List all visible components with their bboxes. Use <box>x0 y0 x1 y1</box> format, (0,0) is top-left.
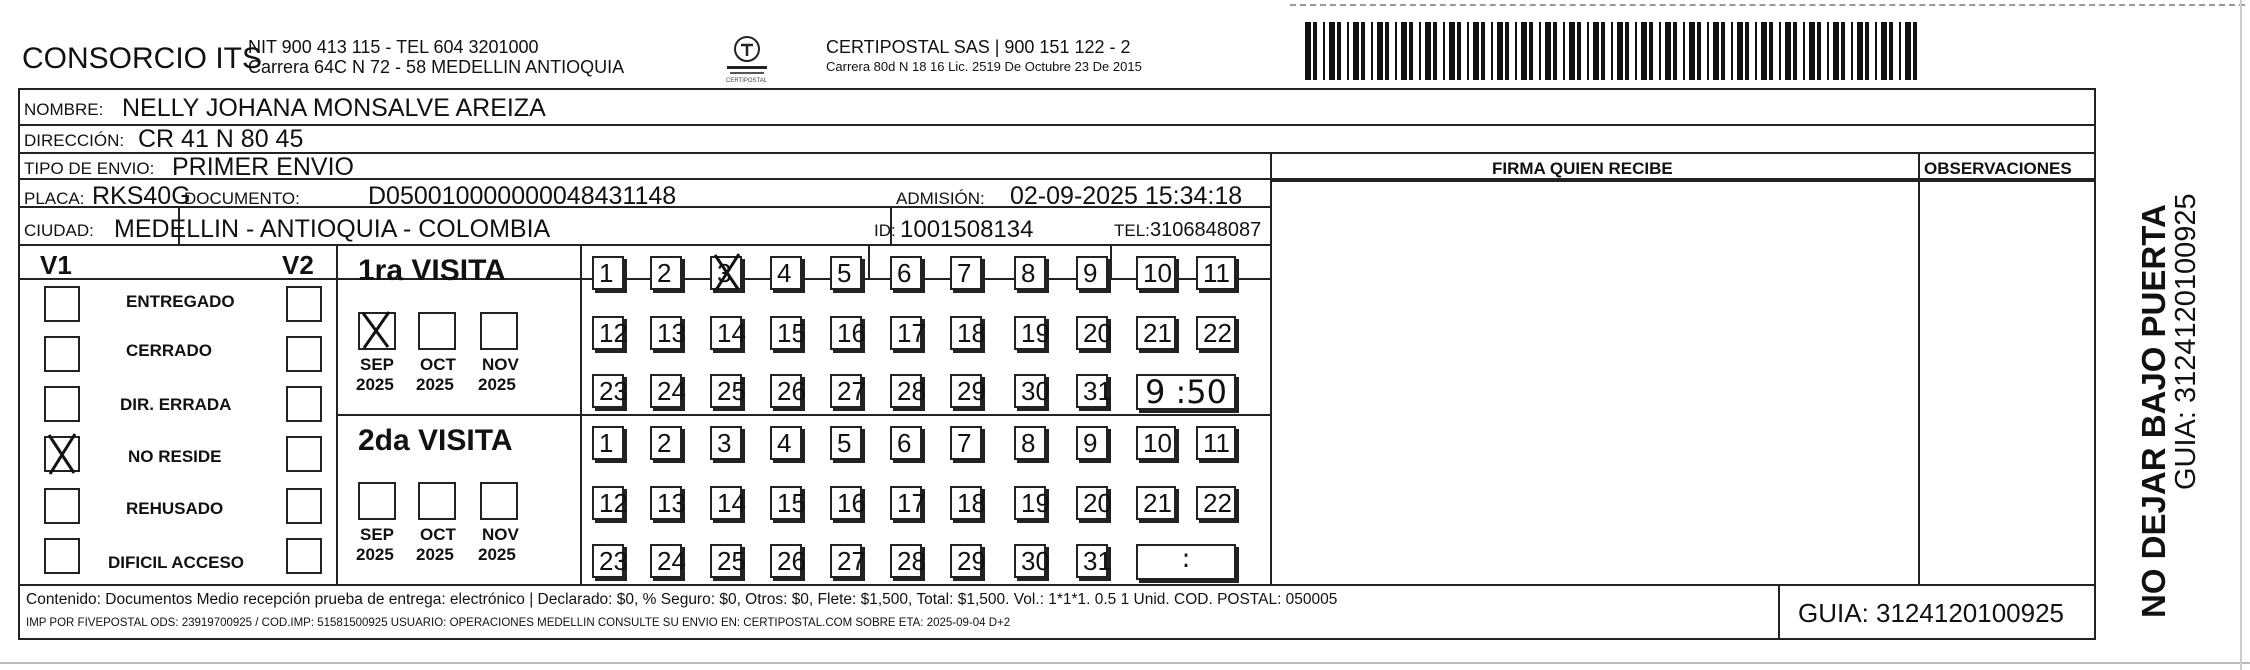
day-box[interactable]: 26 <box>770 544 802 578</box>
month-year: 2025 <box>416 375 454 394</box>
day-box[interactable]: 13 <box>650 316 682 350</box>
v1-checkbox-4[interactable] <box>44 488 80 524</box>
day-box[interactable]: 15 <box>770 316 802 350</box>
day-box[interactable]: 14 <box>710 316 742 350</box>
day-box[interactable]: 5 <box>830 256 862 290</box>
v1-header: V1 <box>40 250 72 280</box>
month-year: 2025 <box>356 545 394 564</box>
day-box[interactable]: 29 <box>950 544 982 578</box>
day-box[interactable]: 30 <box>1014 544 1046 578</box>
day-box[interactable]: 19 <box>1014 486 1046 520</box>
barcode <box>1305 22 1925 80</box>
day-box[interactable]: 18 <box>950 486 982 520</box>
status-label: CERRADO <box>126 341 212 360</box>
documento-label: DOCUMENTO: <box>184 189 300 208</box>
documento-value: D050010000000048431148 <box>368 182 677 210</box>
month-checkbox[interactable] <box>480 312 518 350</box>
month-label: OCT <box>420 525 456 544</box>
day-box[interactable]: 4 <box>770 426 802 460</box>
v2-header: V2 <box>282 250 314 280</box>
day-box[interactable]: 16 <box>830 316 862 350</box>
visit-time-box[interactable]: 9 :50 <box>1136 374 1236 410</box>
v1-checkbox-2[interactable] <box>44 386 80 422</box>
v2-checkbox-3[interactable] <box>286 436 322 472</box>
month-checkbox[interactable] <box>418 482 456 520</box>
month-year: 2025 <box>478 545 516 564</box>
day-box[interactable]: 1 <box>592 256 624 290</box>
direccion-value: CR 41 N 80 45 <box>138 125 304 153</box>
day-box[interactable]: 3 <box>710 426 742 460</box>
day-box[interactable]: 21 <box>1136 316 1176 350</box>
day-box[interactable]: 23 <box>592 374 624 408</box>
day-box[interactable]: 20 <box>1076 316 1108 350</box>
day-box[interactable]: 15 <box>770 486 802 520</box>
day-box[interactable]: 29 <box>950 374 982 408</box>
day-box[interactable]: 14 <box>710 486 742 520</box>
day-box[interactable]: 2 <box>650 426 682 460</box>
v1-checkbox-0[interactable] <box>44 286 80 322</box>
day-box[interactable]: 20 <box>1076 486 1108 520</box>
day-box[interactable]: 8 <box>1014 426 1046 460</box>
tel-label: TEL: <box>1114 221 1150 240</box>
status-label: ENTREGADO <box>126 292 235 311</box>
day-box[interactable]: 8 <box>1014 256 1046 290</box>
day-box[interactable]: 10 <box>1136 426 1176 460</box>
day-box[interactable]: 30 <box>1014 374 1046 408</box>
v1-checkbox-3[interactable] <box>44 436 80 472</box>
id-value: 1001508134 <box>900 216 1034 243</box>
footer-guia: GUIA: 3124120100925 <box>1798 598 2064 628</box>
day-box[interactable]: 4 <box>770 256 802 290</box>
visit-time-box[interactable]: : <box>1136 544 1236 580</box>
day-box[interactable]: 26 <box>770 374 802 408</box>
month-label: OCT <box>420 355 456 374</box>
day-box[interactable]: 5 <box>830 426 862 460</box>
day-box[interactable]: 25 <box>710 544 742 578</box>
day-box[interactable]: 31 <box>1076 374 1108 408</box>
day-box[interactable]: 17 <box>890 316 922 350</box>
month-label: NOV <box>482 525 519 544</box>
v1-checkbox-5[interactable] <box>44 538 80 574</box>
placa-label: PLACA: <box>24 189 85 208</box>
day-box[interactable]: 7 <box>950 256 982 290</box>
day-box[interactable]: 13 <box>650 486 682 520</box>
id-label: ID: <box>874 221 896 240</box>
firma-header: FIRMA QUIEN RECIBE <box>1492 159 1673 178</box>
day-box[interactable]: 28 <box>890 374 922 408</box>
day-box[interactable]: 24 <box>650 544 682 578</box>
month-year: 2025 <box>416 545 454 564</box>
day-box[interactable]: 12 <box>592 486 624 520</box>
status-label: REHUSADO <box>126 499 224 518</box>
day-box[interactable]: 2 <box>650 256 682 290</box>
tel-value: 3106848087 <box>1150 219 1262 241</box>
day-box[interactable]: 16 <box>830 486 862 520</box>
nombre-label: NOMBRE: <box>24 100 104 119</box>
admision-value: 02-09-2025 15:34:18 <box>1010 182 1243 210</box>
day-box[interactable]: 6 <box>890 426 922 460</box>
direccion-label: DIRECCIÓN: <box>24 131 125 150</box>
day-box[interactable]: 19 <box>1014 316 1046 350</box>
day-box[interactable]: 25 <box>710 374 742 408</box>
day-box[interactable]: 3 <box>710 256 742 290</box>
month-year: 2025 <box>478 375 516 394</box>
observaciones-header: OBSERVACIONES <box>1924 159 2072 178</box>
tipo-envio-label: TIPO DE ENVIO: <box>24 159 155 178</box>
tipo-envio-value: PRIMER ENVIO <box>172 153 354 181</box>
day-box[interactable]: 9 <box>1076 426 1108 460</box>
month-checkbox[interactable] <box>418 312 456 350</box>
page-edge-bottom <box>0 662 2250 664</box>
day-box[interactable]: 21 <box>1136 486 1176 520</box>
certipostal-logo <box>722 32 772 80</box>
side-warning: NO DEJAR BAJO PUERTA <box>2135 204 2172 618</box>
month-checkbox[interactable] <box>358 482 396 520</box>
day-box[interactable]: 27 <box>830 544 862 578</box>
footer-content-line: Contenido: Documentos Medio recepción prueba de entrega: electrónico | Declarado: $0, % Seguro: $0, Otros: $0, Flete: $1,500, Total: $1,500. Vol.: 1*1*1. 0.5 1 Unid. COD. POSTAL: 050005 <box>26 591 1338 608</box>
month-label: SEP <box>360 525 395 544</box>
company-name: CONSORCIO ITS <box>22 42 263 75</box>
day-box[interactable]: 12 <box>592 316 624 350</box>
placa-value: RKS40G <box>92 182 191 210</box>
day-box[interactable]: 11 <box>1196 426 1236 460</box>
v2-checkbox-1[interactable] <box>286 336 322 372</box>
day-box[interactable]: 1 <box>592 426 624 460</box>
day-box[interactable]: 22 <box>1196 316 1236 350</box>
month-checkbox[interactable] <box>358 312 396 350</box>
company-address: Carrera 64C N 72 - 58 MEDELLIN ANTIOQUIA <box>248 57 625 77</box>
v2-checkbox-0[interactable] <box>286 286 322 322</box>
page-edge-right <box>2240 0 2242 670</box>
side-guia: GUIA: 3124120100925 <box>2170 193 2202 490</box>
day-box[interactable]: 27 <box>830 374 862 408</box>
top-dashed-edge <box>1290 4 2245 6</box>
status-label: DIR. ERRADA <box>120 395 232 414</box>
day-box[interactable]: 10 <box>1136 256 1176 290</box>
day-box[interactable]: 17 <box>890 486 922 520</box>
carrier-address: Carrera 80d N 18 16 Lic. 2519 De Octubre 23 De 2015 <box>826 59 1142 74</box>
status-label: NO RESIDE <box>128 447 222 466</box>
carrier-name: CERTIPOSTAL SAS | 900 151 122 - 2 <box>826 37 1131 57</box>
day-box[interactable]: 6 <box>890 256 922 290</box>
admision-label: ADMISIÓN: <box>896 189 985 208</box>
v2-checkbox-5[interactable] <box>286 538 322 574</box>
v1-checkbox-1[interactable] <box>44 336 80 372</box>
day-box[interactable]: 11 <box>1196 256 1236 290</box>
month-year: 2025 <box>356 375 394 394</box>
v2-checkbox-4[interactable] <box>286 488 322 524</box>
footer-print-line: IMP POR FIVEPOSTAL ODS: 23919700925 / COD.IMP: 51581500925 USUARIO: OPERACIONES MEDELLIN CONSULTE SU ENVIO EN: CERTIPOSTAL.COM SOBRE ETA: 2025-09-04 D+2 <box>26 617 1011 629</box>
day-box[interactable]: 31 <box>1076 544 1108 578</box>
month-label: NOV <box>482 355 519 374</box>
status-label: DIFICIL ACCESO <box>108 553 245 572</box>
ciudad-value: MEDELLIN - ANTIOQUIA - COLOMBIA <box>114 215 551 243</box>
day-box[interactable]: 24 <box>650 374 682 408</box>
month-checkbox[interactable] <box>480 482 518 520</box>
visit-title-1: 1ra VISITA <box>358 254 506 287</box>
month-label: SEP <box>360 355 395 374</box>
company-nit: NIT 900 413 115 - TEL 604 3201000 <box>248 37 539 57</box>
v2-checkbox-2[interactable] <box>286 386 322 422</box>
visit-title-2: 2da VISITA <box>358 424 513 457</box>
day-box[interactable]: 9 <box>1076 256 1108 290</box>
day-box[interactable]: 22 <box>1196 486 1236 520</box>
day-box[interactable]: 23 <box>592 544 624 578</box>
ciudad-label: CIUDAD: <box>24 221 94 240</box>
day-box[interactable]: 28 <box>890 544 922 578</box>
day-box[interactable]: 18 <box>950 316 982 350</box>
logo-caption: CERTIPOSTAL <box>726 78 768 84</box>
day-box[interactable]: 7 <box>950 426 982 460</box>
nombre-value: NELLY JOHANA MONSALVE AREIZA <box>122 94 546 122</box>
